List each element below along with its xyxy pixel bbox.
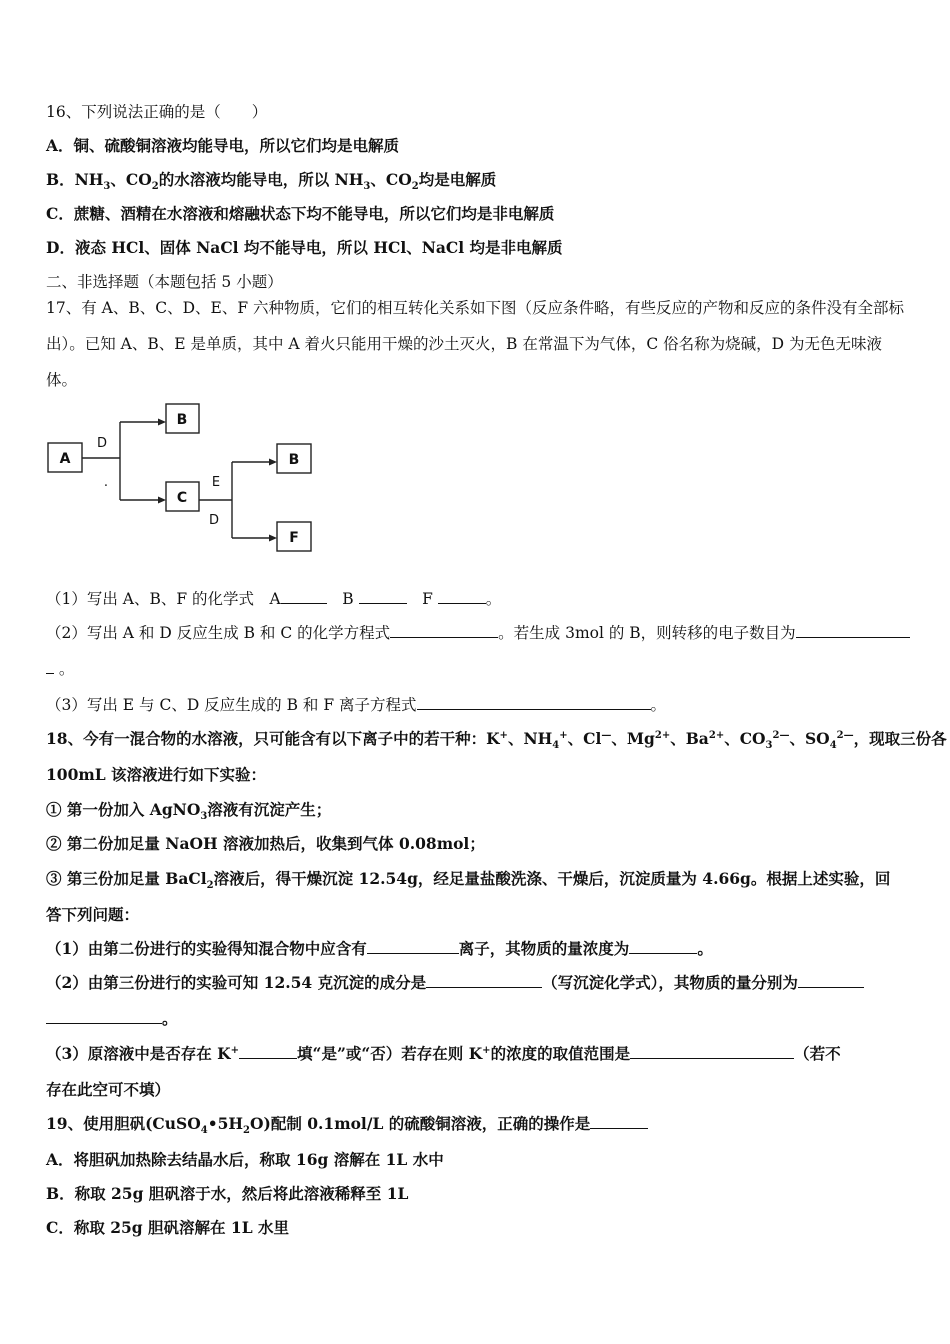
q19-stem (46, 1114, 648, 1137)
subscript: 2 (411, 181, 419, 193)
text: 。 (697, 939, 713, 958)
text: 。 (54, 660, 75, 678)
text: （2）由第三份进行的实验可知 12.54 克沉淀的成分是 (46, 973, 427, 992)
label-b-right: B (288, 452, 300, 468)
answer-blank[interactable] (390, 623, 498, 638)
q18-stem-line1 (46, 729, 947, 752)
q17-stem-line2: 出）。已知 A、B、E 是单质，其中 A 着火只能用干燥的沙土灭火，B 在常温下为气体，C 俗名称为烧碱，D 为无色无味液 (46, 335, 883, 353)
label-b-top: B (176, 412, 188, 428)
text: 、SO (789, 729, 830, 748)
reaction-diagram (46, 398, 326, 558)
text: ，现取三份各 (853, 729, 947, 748)
q17-stem-line1: 17、有 A、B、C、D、E、F 六种物质，它们的相互转化关系如下图（反应条件略，有些反应的产物和反应的条件没有全部标 (46, 299, 905, 317)
q18-part1 (46, 939, 713, 959)
q18-part3 (46, 1044, 841, 1064)
subscript: 4 (829, 740, 837, 752)
text: 、Mg (611, 729, 655, 748)
text: 均是电解质 (418, 170, 497, 189)
text: （1）写出 A、B、F 的化学式 A (46, 590, 281, 608)
text: 、CO (110, 170, 152, 189)
q16-stem: 16、下列说法正确的是（ ） (46, 103, 268, 121)
q18-experiment1 (46, 800, 332, 823)
label-f: F (289, 530, 299, 546)
q18-experiment3 (46, 869, 891, 892)
q18-part3-cont: 存在此空可不填） (46, 1080, 171, 1099)
superscript: + (559, 729, 568, 741)
text: （2）写出 A 和 D 反应生成 B 和 C 的化学方程式 (46, 624, 391, 642)
answer-blank[interactable] (239, 1044, 297, 1059)
text: 的水溶液均能导电，所以 NH (158, 170, 364, 189)
text: 。 (485, 590, 502, 608)
label-dot: . (103, 475, 109, 490)
subscript: 2 (206, 880, 214, 892)
superscript: — (601, 729, 612, 741)
text: 。 (650, 696, 667, 714)
answer-blank[interactable] (798, 973, 864, 988)
subscript: 2 (243, 1125, 250, 1137)
text: 溶液后，得干燥沉淀 12.54g，经足量盐酸洗涤、干燥后，沉淀质量为 4.66g。根据上述实验，回 (213, 869, 891, 888)
q17-part2-cont (46, 659, 74, 679)
arrowhead (269, 459, 277, 466)
answer-blank[interactable] (46, 1009, 162, 1024)
answer-blank[interactable] (630, 1044, 794, 1059)
text: （1）由第二份进行的实验得知混合物中应含有 (46, 939, 367, 958)
text: ③ 第三份加足量 BaCl (46, 869, 207, 888)
subscript: 3 (765, 740, 773, 752)
text: 。 (162, 1009, 178, 1028)
superscript: + (482, 1044, 491, 1056)
label-d1: D (96, 436, 108, 451)
q17-part1 (46, 589, 501, 609)
q17-stem-line3: 体。 (46, 371, 78, 389)
label-c: C (176, 490, 188, 506)
text: 、NH (507, 729, 553, 748)
q16-option-c: C．蔗糖、酒精在水溶液和熔融状态下均不能导电，所以它们均是非电解质 (46, 204, 555, 223)
answer-blank[interactable] (426, 973, 542, 988)
text: 、CO (370, 170, 412, 189)
subscript: 3 (103, 181, 111, 193)
text: 、Ba (670, 729, 709, 748)
arrowhead (269, 535, 277, 542)
answer-blank[interactable] (590, 1114, 648, 1129)
answer-blank[interactable] (46, 659, 54, 674)
q16-option-a: A．铜、硫酸铜溶液均能导电，所以它们均是电解质 (46, 136, 400, 155)
text: （3）写出 E 与 C、D 反应生成的 B 和 F 离子方程式 (46, 696, 417, 714)
text: 离子，其物质的量浓度为 (458, 939, 630, 958)
text: 19、使用胆矾(CuSO (46, 1114, 201, 1133)
superscript: 2— (772, 729, 790, 741)
superscript: + (230, 1044, 240, 1056)
arrowhead (158, 497, 166, 504)
answer-blank[interactable] (281, 589, 327, 604)
superscript: 2— (836, 729, 854, 741)
subscript: 3 (363, 181, 371, 193)
q19-option-b: B．称取 25g 胆矾溶于水，然后将此溶液稀释至 1L (46, 1184, 409, 1203)
superscript: 2+ (654, 729, 671, 741)
answer-blank[interactable] (796, 623, 910, 638)
subscript: 2 (151, 181, 159, 193)
text: 的浓度的取值范围是 (490, 1044, 631, 1063)
text: O)配制 0.1mol/L 的硫酸铜溶液，正确的操作是 (250, 1114, 591, 1133)
q18-experiment2: ② 第二份加足量 NaOH 溶液加热后，收集到气体 0.08mol； (46, 834, 485, 853)
section-heading: 二、非选择题（本题包括 5 小题） (46, 273, 283, 291)
q18-experiment3-cont: 答下列问题： (46, 905, 140, 924)
q18-part2 (46, 973, 864, 993)
text: 溶液有沉淀产生； (207, 800, 332, 819)
q17-part3 (46, 695, 666, 715)
q17-part2 (46, 623, 910, 643)
answer-blank[interactable] (438, 589, 486, 604)
text: B (326, 590, 359, 608)
superscript: 2+ (708, 729, 725, 741)
q18-stem-line2: 100mL 该溶液进行如下实验： (46, 765, 267, 784)
q16-option-b (46, 170, 497, 193)
text: （写沉淀化学式），其物质的量分别为 (542, 973, 798, 992)
text: B．NH (46, 170, 104, 189)
text: F (406, 590, 438, 608)
answer-blank[interactable] (359, 589, 407, 604)
label-a: A (59, 451, 71, 467)
label-d2: D (208, 513, 220, 528)
answer-blank[interactable] (367, 939, 459, 954)
answer-blank[interactable] (417, 695, 651, 710)
text: •5H (207, 1114, 244, 1133)
subscript: 4 (552, 740, 560, 752)
q18-part2-cont (46, 1009, 178, 1029)
text: 、CO (724, 729, 766, 748)
text: 、Cl (567, 729, 602, 748)
answer-blank[interactable] (629, 939, 697, 954)
text: 。若生成 3mol 的 B，则转移的电子数目为 (498, 624, 796, 642)
subscript: 3 (200, 811, 208, 823)
text: ① 第一份加入 AgNO (46, 800, 201, 819)
label-e: E (211, 475, 221, 490)
text: （若不 (794, 1044, 841, 1063)
text: 18、今有一混合物的水溶液，只可能含有以下离子中的若干种：K (46, 729, 500, 748)
arrowhead (158, 419, 166, 426)
subscript: 4 (200, 1125, 208, 1137)
text: 填“是”或“否）若存在则 K (297, 1044, 483, 1063)
q19-option-a: A．将胆矾加热除去结晶水后，称取 16g 溶解在 1L 水中 (46, 1150, 444, 1169)
superscript: + (499, 729, 508, 741)
q19-option-c: C．称取 25g 胆矾溶解在 1L 水里 (46, 1218, 290, 1237)
text: （3）原溶液中是否存在 K (46, 1044, 231, 1063)
q16-option-d: D．液态 HCl、固体 NaCl 均不能导电，所以 HCl、NaCl 均是非电解质 (46, 238, 563, 257)
